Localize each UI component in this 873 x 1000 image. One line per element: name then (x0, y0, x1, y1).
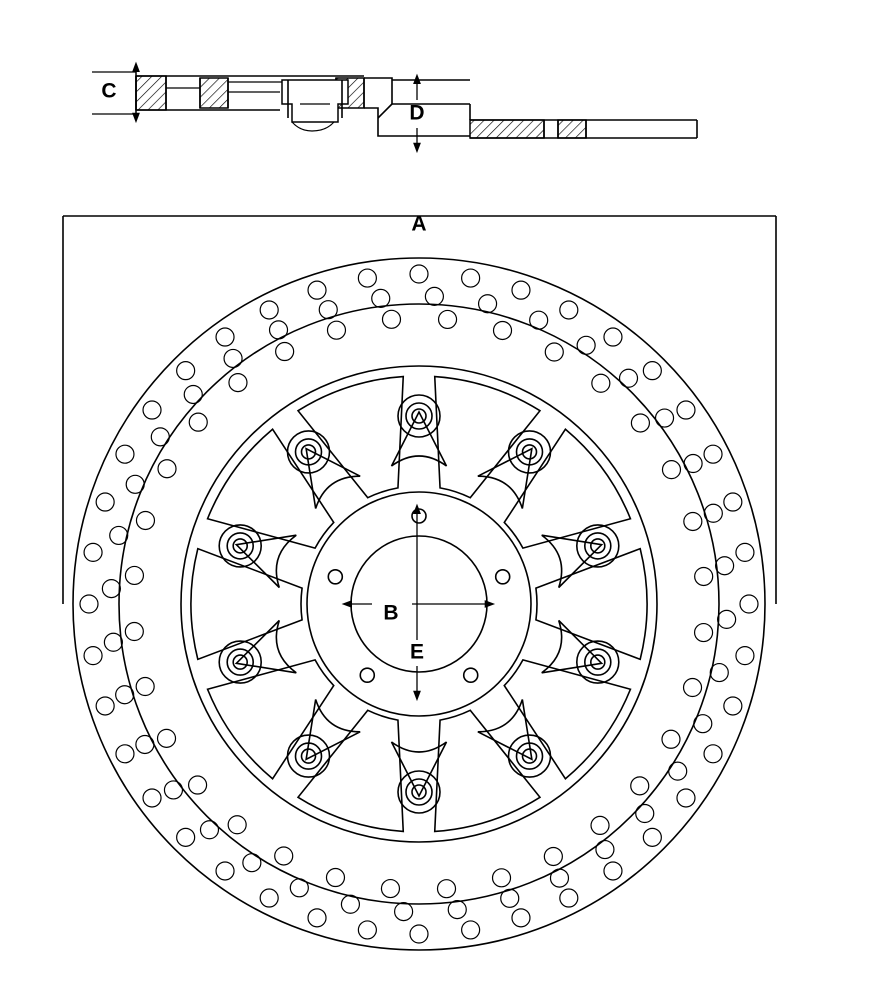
drill-hole (493, 869, 511, 887)
drill-hole (410, 265, 428, 283)
drill-hole (327, 321, 345, 339)
dimension-label-D: D (409, 101, 425, 125)
drill-hole (319, 301, 337, 319)
carrier-window (542, 535, 602, 587)
drill-hole (243, 854, 261, 872)
drill-hole (290, 879, 308, 897)
rivet-outer (398, 395, 440, 437)
drill-hole (84, 543, 102, 561)
rivet-outer (219, 641, 261, 683)
drill-hole (143, 401, 161, 419)
drill-hole (189, 776, 207, 794)
drill-hole (694, 715, 712, 733)
carrier-window (236, 535, 296, 587)
drill-hole (224, 349, 242, 367)
rivet-mid (585, 533, 611, 559)
drill-hole (716, 557, 734, 575)
bolt-hole (464, 668, 478, 682)
drill-hole (704, 745, 722, 763)
carrier-window (236, 620, 296, 672)
drill-hole (372, 289, 390, 307)
drill-hole (229, 374, 247, 392)
drill-hole (577, 336, 595, 354)
dimension-C (92, 66, 136, 118)
drill-hole (736, 647, 754, 665)
drill-hole (560, 301, 578, 319)
section-right-band (470, 104, 697, 138)
drill-hole (704, 445, 722, 463)
rivet-mid (227, 649, 253, 675)
dimension-B (352, 592, 486, 625)
drill-hole (512, 909, 530, 927)
drill-hole (136, 735, 154, 753)
drill-hole (724, 493, 742, 511)
section-center-hub (282, 80, 348, 131)
drill-hole (358, 921, 376, 939)
drill-hole (596, 841, 614, 859)
drill-hole (643, 362, 661, 380)
front-view (63, 213, 776, 950)
rivet-mid (406, 403, 432, 429)
drill-hole (358, 269, 376, 287)
drill-hole (116, 686, 134, 704)
drill-hole (604, 862, 622, 880)
drill-hole (143, 789, 161, 807)
drill-hole (631, 777, 649, 795)
drill-hole (425, 287, 443, 305)
rivet-inner (591, 655, 605, 669)
drill-hole (80, 595, 98, 613)
drill-hole (462, 269, 480, 287)
dimension-D (409, 84, 424, 144)
drill-hole (260, 301, 278, 319)
drill-hole (740, 595, 758, 613)
rivet-inner (591, 539, 605, 553)
bolt-hole (360, 668, 374, 682)
drill-hole (512, 281, 530, 299)
drill-hole (200, 821, 218, 839)
dimension-label-C: C (101, 79, 117, 103)
drill-hole (550, 869, 568, 887)
drill-hole (656, 409, 674, 427)
drill-hole (677, 401, 695, 419)
drill-hole (677, 789, 695, 807)
drill-hole (545, 343, 563, 361)
drill-hole (462, 921, 480, 939)
drill-hole (439, 310, 457, 328)
drill-hole (270, 321, 288, 339)
drill-hole (125, 623, 143, 641)
drill-hole (695, 567, 713, 585)
drill-hole (177, 828, 195, 846)
drill-hole (530, 311, 548, 329)
drill-hole (158, 729, 176, 747)
drill-hole (158, 460, 176, 478)
drill-hole (560, 889, 578, 907)
drill-hole (125, 566, 143, 584)
drill-hole (684, 455, 702, 473)
drill-hole (448, 901, 466, 919)
drill-hole (718, 610, 736, 628)
drill-hole (662, 730, 680, 748)
rivet-inner (233, 539, 247, 553)
drill-hole (275, 847, 293, 865)
drill-hole (494, 321, 512, 339)
cross-section-view (92, 66, 697, 144)
rivet-inner (233, 655, 247, 669)
drill-hole (126, 475, 144, 493)
drill-hole (308, 281, 326, 299)
drill-hole (276, 343, 294, 361)
rivet-mid (227, 533, 253, 559)
drill-hole (84, 647, 102, 665)
drill-hole (136, 678, 154, 696)
drill-hole (116, 445, 134, 463)
drill-hole (631, 414, 649, 432)
carrier-spoke (435, 377, 540, 498)
drill-hole (395, 903, 413, 921)
carrier-spoke (298, 377, 403, 498)
drill-hole (189, 413, 207, 431)
drill-hole (228, 816, 246, 834)
rivet-mid (585, 649, 611, 675)
carrier-window (542, 620, 602, 672)
drill-hole (684, 512, 702, 530)
drill-hole (620, 369, 638, 387)
drill-hole (96, 697, 114, 715)
drill-hole (96, 493, 114, 511)
drill-hole (592, 374, 610, 392)
drill-hole (184, 385, 202, 403)
drill-hole (260, 889, 278, 907)
drill-hole (684, 679, 702, 697)
drill-hole (116, 745, 134, 763)
drill-hole (164, 781, 182, 799)
drill-hole (695, 624, 713, 642)
rivet-outer (577, 525, 619, 567)
drill-hole (643, 828, 661, 846)
drill-hole (216, 328, 234, 346)
rivet-outer (219, 525, 261, 567)
drill-hole (736, 543, 754, 561)
drill-hole (604, 328, 622, 346)
drill-hole (724, 697, 742, 715)
drill-hole (438, 880, 456, 898)
drill-hole (110, 526, 128, 544)
bolt-hole (412, 509, 426, 523)
drill-hole (102, 580, 120, 598)
drill-hole (544, 847, 562, 865)
drill-hole (410, 925, 428, 943)
rivet-outer (577, 641, 619, 683)
drill-hole (104, 633, 122, 651)
dimension-label-A: A (411, 212, 427, 236)
drill-hole (704, 504, 722, 522)
carrier-spoke (435, 710, 540, 831)
rivet-outer (398, 771, 440, 813)
bolt-hole (496, 570, 510, 584)
drill-hole (326, 869, 344, 887)
dimension-label-B: B (383, 601, 399, 625)
drill-hole (136, 511, 154, 529)
drill-hole (341, 895, 359, 913)
drill-hole (382, 310, 400, 328)
drill-hole (177, 362, 195, 380)
drill-hole (216, 862, 234, 880)
drill-hole (308, 909, 326, 927)
drill-hole (662, 461, 680, 479)
drill-hole (669, 762, 687, 780)
drill-hole (710, 664, 728, 682)
drill-hole (151, 428, 169, 446)
bolt-hole (328, 570, 342, 584)
drill-hole (381, 880, 399, 898)
drill-hole (479, 295, 497, 313)
drill-hole (591, 816, 609, 834)
dimension-label-E: E (409, 640, 425, 664)
drill-hole (501, 889, 519, 907)
carrier-spoke (298, 710, 403, 831)
rivet-mid (406, 779, 432, 805)
drill-hole (636, 805, 654, 823)
